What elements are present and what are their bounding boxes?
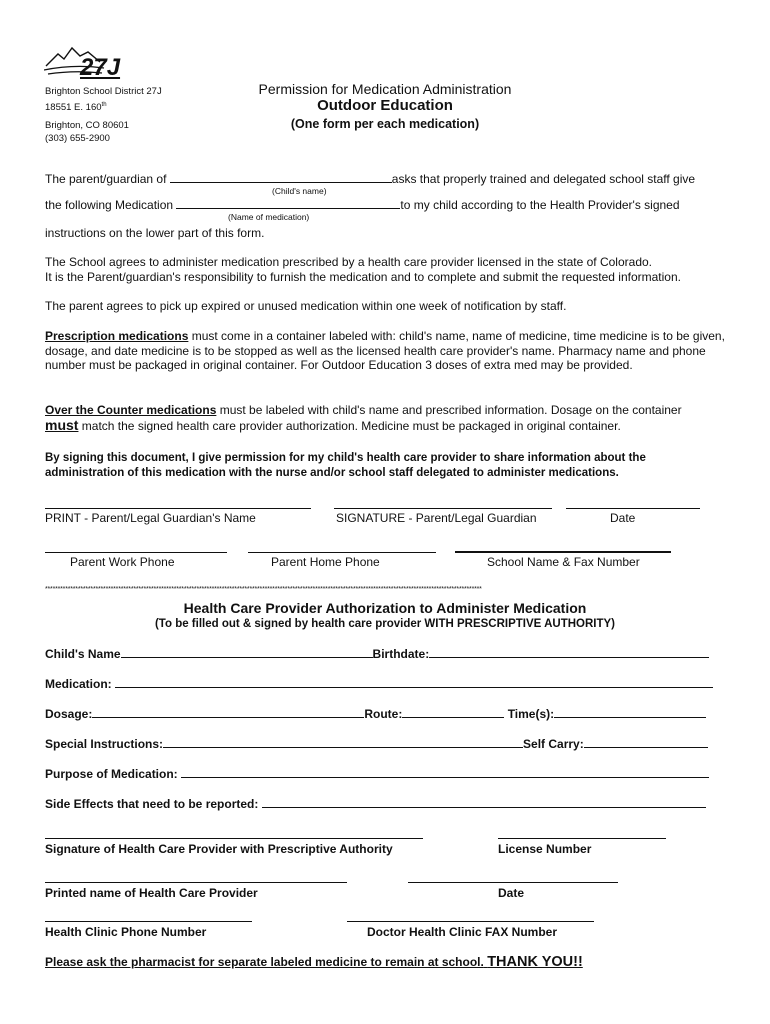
- license-number-field[interactable]: [498, 838, 666, 839]
- row-dosage: [45, 707, 706, 721]
- provider-date-label: Date: [498, 886, 525, 900]
- medication-label: Medication:: [45, 677, 112, 691]
- dosage-field[interactable]: [92, 716, 364, 718]
- provider-printed-name-label: Printed name of Health Care Provider: [45, 886, 258, 900]
- school-fax-field[interactable]: [455, 551, 671, 553]
- district-address1-text: 18551 E. 160: [45, 102, 102, 114]
- parent-print-label: PRINT - Parent/Legal Guardian's Name: [45, 511, 256, 525]
- parent-work-phone-field[interactable]: [45, 552, 227, 553]
- provider-title: Health Care Provider Authorization to Administer Medication: [183, 600, 587, 616]
- row-special-instructions: [45, 737, 708, 751]
- child-name-caption: (Child's name): [272, 186, 327, 196]
- parent-work-phone-label: Parent Work Phone: [70, 555, 175, 569]
- otc-body-1: must be labeled with child's name and prescribed information. Dosage on the container: [216, 403, 682, 417]
- special-instructions-label: Special Instructions:: [45, 737, 164, 751]
- otc-must: must: [45, 416, 79, 433]
- clinic-fax-label: Doctor Health Clinic FAX Number: [367, 925, 558, 939]
- row-side-effects: [45, 797, 706, 811]
- route-field[interactable]: [402, 716, 504, 718]
- provider-medication-field[interactable]: [115, 686, 713, 688]
- footer-note: [45, 954, 583, 970]
- form-title: Permission for Medication Administration: [258, 81, 512, 97]
- medication-name-field[interactable]: [176, 207, 400, 209]
- parent-signature-field[interactable]: [334, 508, 552, 509]
- district-address1-sup: th: [101, 102, 107, 108]
- side-effects-field[interactable]: [262, 806, 706, 808]
- clinic-phone-label: Health Clinic Phone Number: [45, 925, 207, 939]
- license-number-label: License Number: [498, 842, 592, 856]
- district-logo: [44, 44, 128, 82]
- child-name-field[interactable]: [170, 181, 392, 183]
- provider-signature-field[interactable]: [45, 838, 423, 839]
- footer-thanks: THANK YOU!!: [487, 954, 583, 970]
- intro-text-2a: the following Medication: [45, 198, 174, 212]
- purpose-field[interactable]: [181, 776, 709, 778]
- birthdate-field[interactable]: [429, 656, 709, 658]
- parent-print-name-field[interactable]: [45, 508, 311, 509]
- clinic-fax-field[interactable]: [347, 921, 594, 922]
- provider-child-name-field[interactable]: [121, 656, 373, 658]
- times-label: Time(s):: [507, 707, 555, 721]
- childs-name-label: Child's Name: [45, 647, 121, 661]
- prescription-heading: Prescription medications: [45, 329, 189, 343]
- district-address1: [45, 102, 107, 113]
- paragraph-school-agrees: The School agrees to administer medication prescribed by a health care provider licensed in the state of Colorado.: [45, 255, 653, 269]
- row-medication: [45, 677, 713, 691]
- prescription-paragraph: [45, 329, 725, 373]
- self-carry-label: Self Carry:: [523, 737, 584, 751]
- school-fax-label: School Name & Fax Number: [487, 555, 640, 569]
- parent-date-label: Date: [610, 511, 636, 525]
- prescription-body: must come in a container labeled with: child's name, name of medicine, time medicine is to be given, dosage, and date medicine is to be stopped as well as the licensed health care provider's name. Pharmacy name and phone number must be packaged in original container. For Outdoor Education 3 doses of extra med may be provided.: [45, 329, 725, 372]
- otc-heading: Over the Counter medications: [45, 403, 217, 417]
- intro-line-2: [45, 198, 680, 212]
- parent-signature-label: SIGNATURE - Parent/Legal Guardian: [336, 511, 537, 525]
- parent-home-phone-label: Parent Home Phone: [271, 555, 380, 569]
- provider-signature-label: Signature of Health Care Provider with Prescriptive Authority: [45, 842, 393, 856]
- intro-text-1a: The parent/guardian of: [45, 172, 167, 186]
- route-label: Route:: [364, 707, 403, 721]
- intro-line-3: instructions on the lower part of this form.: [45, 226, 265, 240]
- medication-caption: (Name of medication): [228, 212, 310, 222]
- purpose-label: Purpose of Medication:: [45, 767, 178, 781]
- self-carry-field[interactable]: [584, 746, 708, 748]
- form-note: (One form per each medication): [290, 117, 480, 131]
- otc-paragraph: [45, 403, 725, 433]
- logo-text: 27J: [80, 54, 121, 81]
- otc-body-2: match the signed health care provider authorization. Medicine must be packaged in original container.: [78, 418, 621, 433]
- parent-date-field[interactable]: [566, 508, 700, 509]
- times-field[interactable]: [554, 716, 706, 718]
- side-effects-label: Side Effects that need to be reported:: [45, 797, 259, 811]
- district-name: Brighton School District 27J: [45, 86, 162, 97]
- footer-note-text: Please ask the pharmacist for separate labeled medicine to remain at school.: [45, 955, 484, 969]
- parent-home-phone-field[interactable]: [248, 552, 436, 553]
- provider-subtitle: (To be filled out & signed by health care provider WITH PRESCRIPTIVE AUTHORITY): [154, 618, 616, 630]
- form-subtitle: Outdoor Education: [317, 97, 453, 114]
- consent-paragraph: By signing this document, I give permission for my child's health care provider to share information about the administration of this medication with the nurse and/or school staff delegated to administer medications.: [45, 452, 646, 479]
- birthdate-label: Birthdate:: [372, 647, 430, 661]
- row-purpose: [45, 767, 709, 781]
- provider-date-field[interactable]: [408, 882, 618, 883]
- intro-text-2b: to my child according to the Health Provider's signed: [400, 198, 680, 212]
- district-phone: (303) 655-2900: [45, 133, 110, 144]
- special-instructions-field[interactable]: [163, 746, 523, 748]
- intro-line-1: [45, 172, 695, 186]
- paragraph-parent-responsibility: It is the Parent/guardian's responsibility to furnish the medication and to complete and submit the requested information.: [45, 270, 681, 284]
- provider-printed-name-field[interactable]: [45, 882, 347, 883]
- asterisk-divider: *****************************************************************************************************************************************************************************: [45, 586, 482, 593]
- row-child-birthdate: [45, 647, 709, 661]
- clinic-phone-field[interactable]: [45, 921, 252, 922]
- dosage-label: Dosage:: [45, 707, 93, 721]
- district-address2: Brighton, CO 80601: [45, 120, 129, 131]
- paragraph-pickup: The parent agrees to pick up expired or unused medication within one week of notification by staff.: [45, 299, 567, 313]
- intro-text-1b: asks that properly trained and delegated school staff give: [391, 172, 696, 186]
